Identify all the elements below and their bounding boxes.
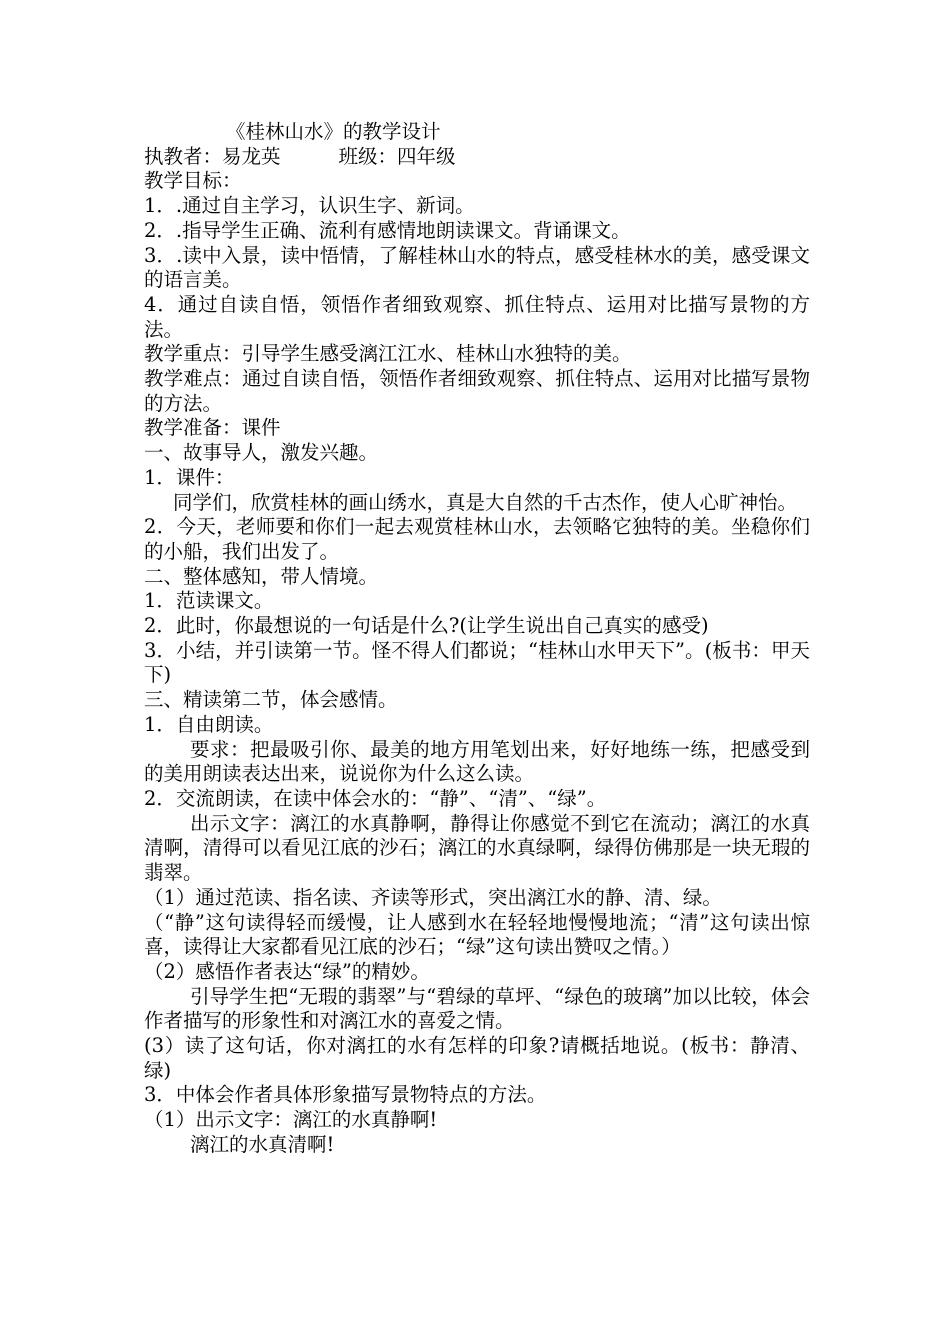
section-1-item-2: 2．今天，老师要和你们一起去观赏桂林山水，去领略它独特的美。坐稳你们的小船，我们出发了。 [144, 515, 810, 563]
goal-item-3: 3．.读中入景，读中悟情，了解桂林山水的特点，感受桂林水的美，感受课文的语言美。 [144, 243, 810, 292]
section-3-item-3-sub-1-b: 漓江的水真清啊! [190, 1132, 335, 1156]
goal-item-2: 2．.指导学生正确、流利有感情地朗读课文。背诵课文。 [144, 218, 631, 242]
document-title: 《桂林山水》的教学设计 [226, 120, 441, 143]
section-3-sub-2-text: 引导学生把“无瑕的翡翠”与“碧绿的草坪、“绿色的玻璃”加以比较，体会作者描写的形象性和对漓江水的喜爱之情。 [144, 984, 810, 1033]
section-3-item-1-requirement: 要求：把最吸引你、最美的地方用笔划出来，好好地练一练，把感受到的美用朗读表达出来，说说你为什么这么读。 [144, 737, 810, 786]
section-3-sub-1: （1）通过范读、指名读、齐读等形式，突出漓江水的静、清、绿。 [144, 885, 722, 909]
grade-label: 班级：四年级 [338, 144, 456, 168]
section-3-item-1: 1．自由朗读。 [144, 712, 274, 736]
section-3-item-2-shown-text: 出示文字：漓江的水真静啊，静得让你感觉不到它在流动；漓江的水真清啊，清得可以看见江底的沙石；漓江的水真绿啊，绿得仿佛那是一块无瑕的翡翠。 [144, 811, 810, 885]
goals-heading: 教学目标： [144, 169, 242, 193]
section-3-item-3-sub-1: （1）出示文字：漓江的水真静啊! [144, 1108, 438, 1132]
section-1-item-1-text: 同学们，欣赏桂林的画山绣水，真是大自然的千古杰作，使人心旷神怡。 [173, 490, 798, 514]
section-3-item-3: 3．中体会作者具体形象描写景物特点的方法。 [144, 1083, 547, 1107]
document-page [144, 120, 810, 1158]
difficulty: 教学难点：通过自读自悟，领悟作者细致观察、抓住特点、运用对比描写景物的方法。 [144, 367, 810, 415]
key-point: 教学重点：引导学生感受漓江江水、桂林山水独特的美。 [144, 342, 632, 366]
section-2-item-3: 3．小结，并引读第一节。怪不得人们都说；“桂林山水甲天下”。(板书：甲天下) [144, 638, 810, 687]
section-1-item-1: 1．课件： [144, 465, 235, 489]
section-3-heading: 三、精读第二节，体会感情。 [144, 688, 398, 712]
teacher-label: 执教者：易龙英 [144, 144, 281, 168]
section-1-heading: 一、故事导人，激发兴趣。 [144, 441, 379, 465]
section-3-item-2: 2．交流朗读，在读中体会水的：“静”、“清”、“绿”。 [144, 786, 607, 810]
section-2-item-2: 2．此时，你最想说的一句话是什么?(让学生说出自己真实的感受) [144, 614, 709, 638]
teacher-grade-line [144, 145, 810, 170]
section-3-sub-2: （2）感悟作者表达“绿”的精妙。 [144, 959, 430, 983]
goal-item-4: 4．通过自读自悟，领悟作者细致观察、抓住特点、运用对比描写景物的方法。 [144, 292, 810, 341]
section-2-heading: 二、整体感知，带人情境。 [144, 564, 379, 588]
goal-item-1: 1．.通过自主学习，认识生字、新词。 [144, 194, 475, 218]
section-3-sub-1-note: （“静”这句读得轻而缓慢，让人感到水在轻轻地慢慢地流；“清”这句读出惊喜，读得让大家都看见江底的沙石；“绿”这句读出赞叹之情。） [144, 910, 810, 959]
section-3-sub-3: (3）读了这句话，你对漓扛的水有怎样的印象?请概括地说。(板书：静清、绿) [144, 1034, 810, 1082]
preparation: 教学准备：课件 [144, 416, 281, 440]
section-2-item-1: 1．范读课文。 [144, 589, 274, 613]
